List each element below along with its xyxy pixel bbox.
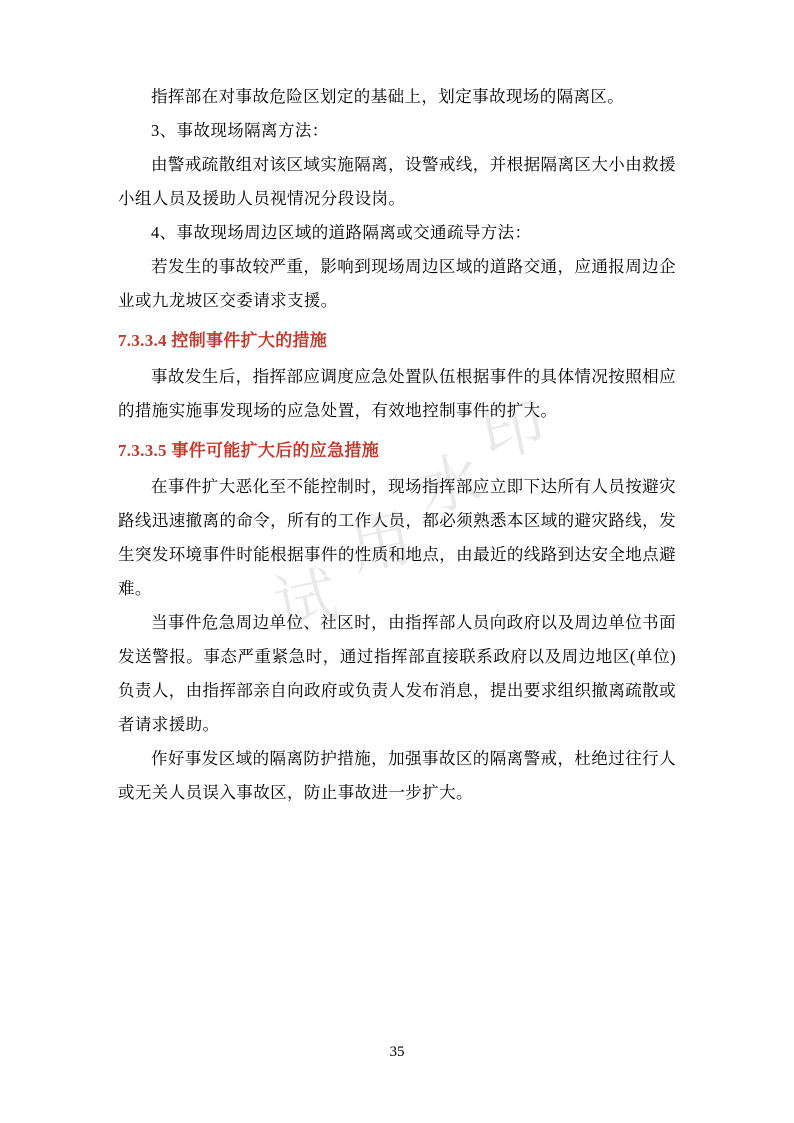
paragraph: 若发生的事故较严重，影响到现场周边区域的道路交通，应通报周边企业或九龙坡区交委请求支援。 bbox=[118, 257, 676, 310]
watermark-char-4: 印 bbox=[476, 391, 553, 471]
paragraph: 事故发生后，指挥部应调度应急处置队伍根据事件的具体情况按照相应的措施实施事发现场的应急处置，有效地控制事件的扩大。 bbox=[118, 367, 676, 420]
section-heading-7-3-3-4: 7.3.3.4 控制事件扩大的措施 bbox=[118, 331, 328, 350]
paragraph: 3、事故现场隔离方法： bbox=[151, 121, 329, 140]
paragraph: 指挥部在对事故危险区划定的基础上，划定事故现场的隔离区。 bbox=[151, 87, 625, 106]
watermark-char-1: 试 bbox=[268, 560, 346, 641]
paragraph: 当事件危急周边单位、社区时，由指挥部人员向政府以及周边单位书面发送警报。事态严重紧急时，通过指挥部直接联系政府以及周边地区(单位)负责人，由指挥部亲自向政府或负责人发布消息，提出要求组织撤离疏散或者请求援助。 bbox=[118, 613, 676, 734]
page-number: 35 bbox=[389, 1044, 405, 1060]
paragraph: 在事件扩大恶化至不能控制时，现场指挥部应立即下达所有人员按避灾路线迅速撤离的命令，所有的工作人员，都必须熟悉本区域的避灾路线，发生突发环境事件时能根据事件的性质和地点，由最近的线路到达安全地点避难。 bbox=[118, 477, 676, 598]
paragraph: 4、事故现场周边区域的道路隔离或交通疏导方法： bbox=[151, 223, 532, 242]
paragraph: 由警戒疏散组对该区域实施隔离，设警戒线，并根据隔离区大小由救援小组人员及援助人员视情况分段设岗。 bbox=[118, 155, 676, 208]
watermark-char-2: 用 bbox=[343, 504, 421, 584]
document-body bbox=[118, 80, 676, 810]
paragraph: 作好事发区域的隔离防护措施，加强事故区的隔离警戒，杜绝过往行人或无关人员误入事故区，防止事故进一步扩大。 bbox=[118, 749, 676, 802]
section-heading-7-3-3-5: 7.3.3.5 事件可能扩大后的应急措施 bbox=[118, 441, 379, 460]
watermark-char-3: 水 bbox=[412, 445, 490, 526]
